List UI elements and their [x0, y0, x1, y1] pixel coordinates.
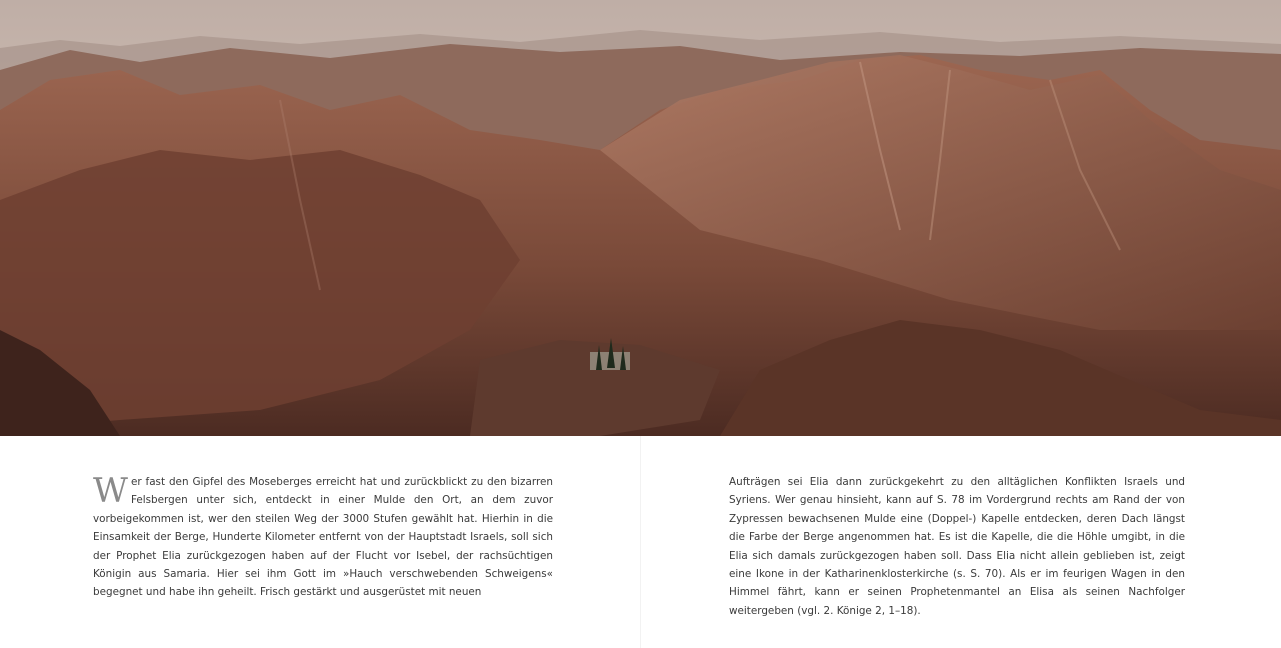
left-paragraph: er fast den Gipfel des Moseberges erreicht hat und zurückblickt zu den bizarren Felsbergen unter sich, entdeckt in einer Mulde den Ort, an dem zuvor vorbeigekommen ist, wer den steilen Weg der 3000 Stufen gewählt hat. Hierhin in die Einsamkeit der Berge, Hunderte Kilometer entfernt von der Hauptstadt Israels, soll sich der Prophet Elia zurückgezogen haben auf der Flucht vor Isebel, der rachsüchtigen Königin aus Samaria. Hier sei ihm Gott im »Hauch verschwebenden Schweigens« begegnet und habe ihn geheilt. Frisch gestärkt und ausgerüstet mit neuen: [93, 476, 553, 599]
drop-cap: W: [93, 471, 128, 511]
page-gutter: [640, 436, 641, 648]
right-paragraph: Aufträgen sei Elia dann zurückgekehrt zu den alltäglichen Konflikten Israels und Syriens. Wer genau hinsieht, kann auf S. 78 im Vordergrund rechts am Rand der von Zypressen bewachsenen Mulde eine (Doppel-) Kapelle entdecken, deren Dach längst die Farbe der Berge angenommen hat. Es ist die Kapelle, die die Höhle umgibt, in die Elia sich damals zurückgezogen haben soll. Dass Elia nicht allein geblieben ist, zeigt eine Ikone in der Katharinenklosterkirche (s. S. 70). Als er im feurigen Wagen in den Himmel fährt, kann er seinen Prophetenmantel an Elisa als seinen Nachfolger weitergeben (vgl. 2. Könige 2, 1–18).: [729, 476, 1185, 617]
left-text-column: [93, 473, 553, 602]
right-text-column: [729, 473, 1185, 620]
